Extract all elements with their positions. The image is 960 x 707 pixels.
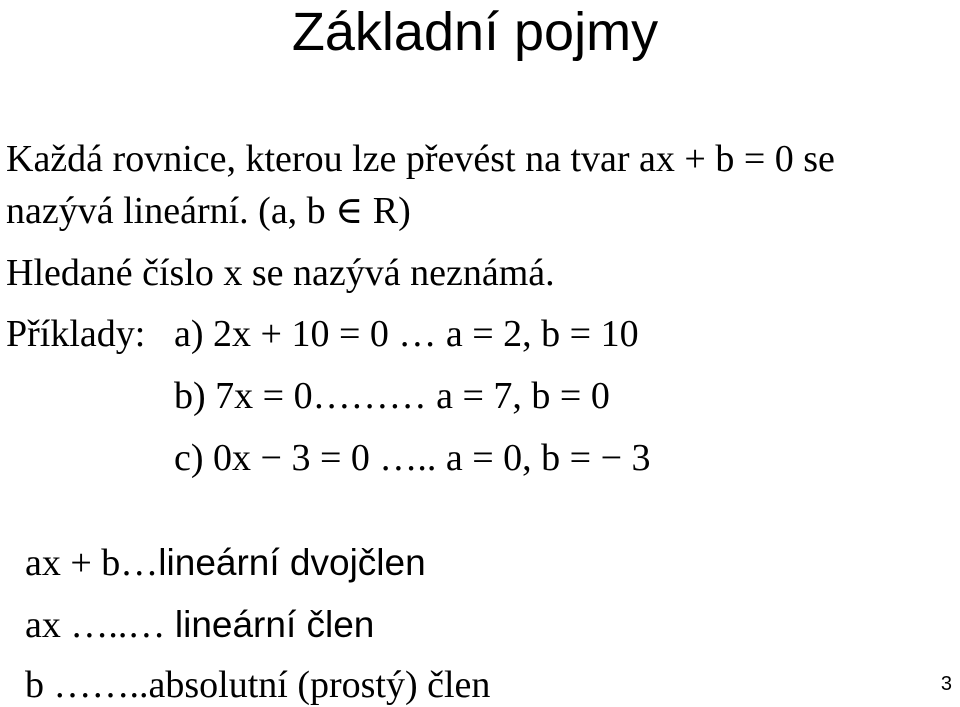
definition-line-2: nazývá lineární. (a, b ∈ R) — [6, 190, 411, 232]
unknown-definition: Hledané číslo x se nazývá neznámá. — [6, 252, 555, 294]
term-name: absolutní (prostý) člen — [148, 664, 491, 706]
example-a: a) 2x + 10 = 0 … a = 2, b = 10 — [174, 313, 639, 355]
examples-label: Příklady: — [6, 313, 146, 355]
definition-line-1: Každá rovnice, kterou lze převést na tvar ax + b = 0 se — [6, 138, 835, 180]
term-expression: ax + b… — [25, 542, 159, 584]
example-b: b) 7x = 0……… a = 7, b = 0 — [174, 375, 610, 417]
term-row-absolute — [6, 619, 490, 707]
example-c: c) 0x − 3 = 0 ….. a = 0, b = − 3 — [174, 437, 651, 479]
term-expression: ax …..… — [25, 604, 175, 646]
term-expression: b …….. — [25, 664, 149, 706]
term-name: lineární dvojčlen — [158, 542, 426, 583]
page-number: 3 — [940, 673, 952, 695]
slide-title: Základní pojmy — [291, 2, 659, 62]
term-name: lineární člen — [174, 604, 375, 645]
